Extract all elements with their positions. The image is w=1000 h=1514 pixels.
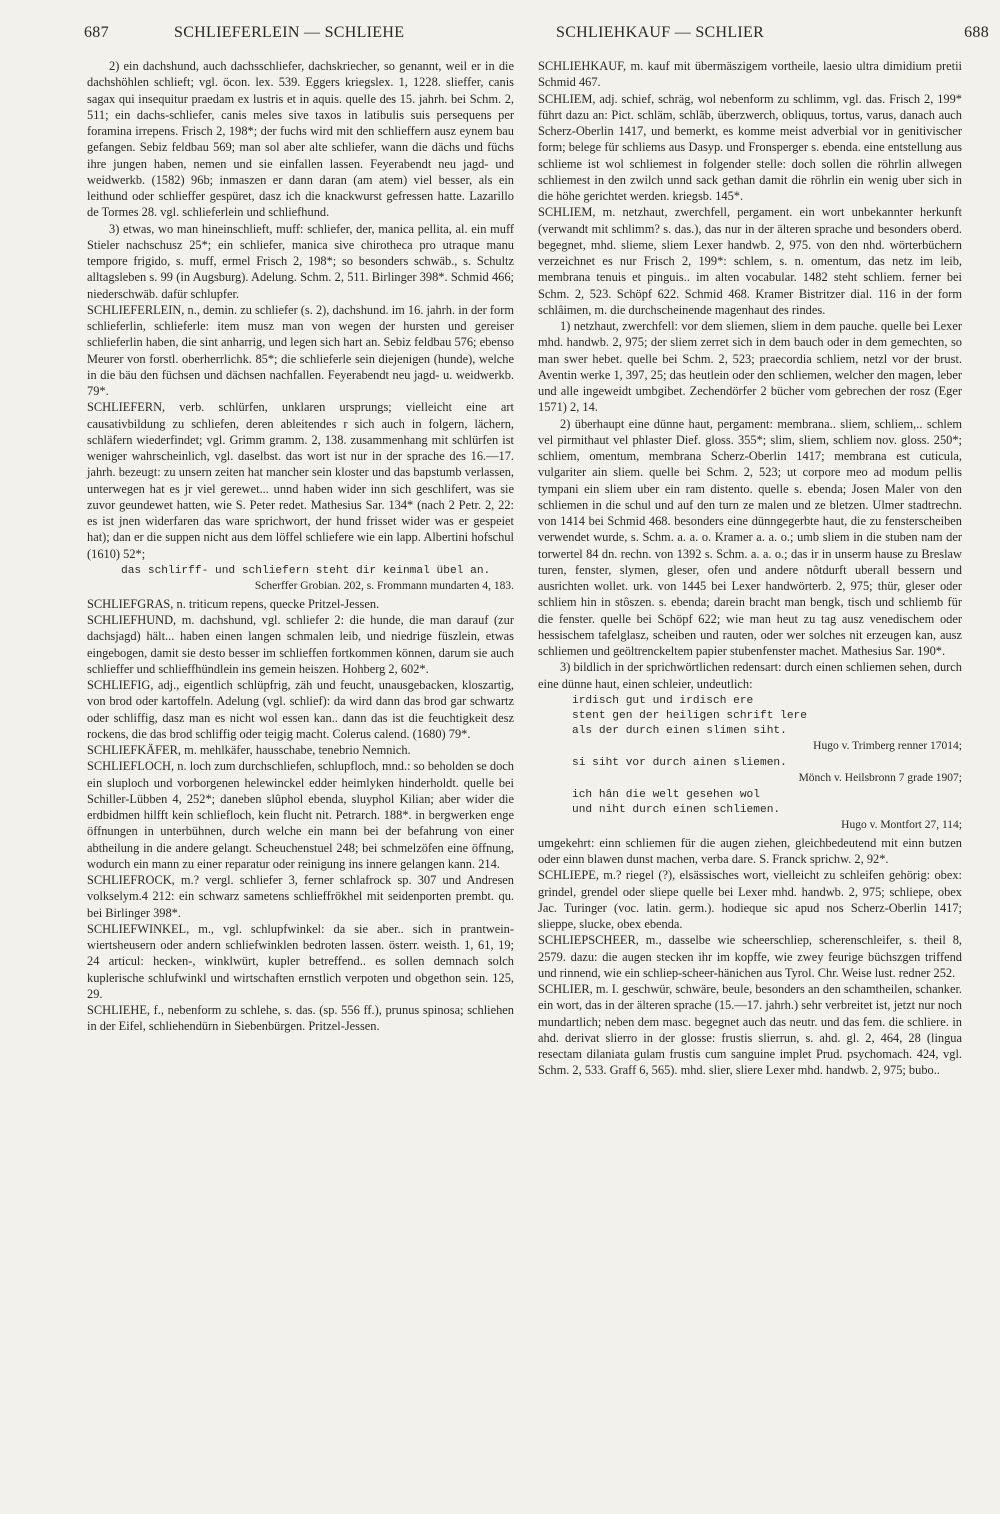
entry-paragraph: 3) etwas, wo man hineinschlieft, muff: schliefer, der, manica pellita, al. ein muff Stieler nachschusz 25*; ein schliefer, manica sive chirotheca pro utraque manu tempore frigido, s. muff, ermel Frisch 2, 198*; so besonders schwäb., s. Schultz alltagsleben s. 99 (in Augsburg). Adelung. Schm. 2, 511. Birlinger 398*. Schmid 466; niederschwäb. dafür schlupfer. — [87, 221, 514, 301]
running-title-right: SCHLIEHKAUF — SCHLIER — [556, 24, 765, 41]
dictionary-entry: SCHLIEFROCK, m.? vergl. schliefer 3, ferner schlafrock sp. 307 und Andresen volkselym.4 212: ein schwarz sametens schlieffrökhel mit seidenporten prembt. qu. bei Birlinger 398*. — [87, 873, 514, 920]
dictionary-entry: SCHLIEFERLEIN, n., demin. zu schliefer (s. 2), dachshund. im 16. jahrh. in der form schlieferlin, schlieferle: item musz man von wegen der hursten und gereiser schlieferlin haben, die sint anharrig, und legen sich hart an. Sebiz feldbau 576; ebenso Meurer von forstl. oberherrlichk. 85*; die schlieferle sein diejenigen (hunde), welche in die bäu den füchsen und dächsen nachfallen. Feyerabendt neu jagd- u. weidwerkb. 79*. — [87, 302, 514, 398]
verse-line: das schlirff- und schliefern steht dir keinmal übel an. — [121, 564, 491, 577]
entry-paragraph: 3) bildlich in der sprichwörtlichen redensart: durch einen schliemen sehen, durch eine dünne haut, einen schleier, undeutlich: — [538, 660, 962, 691]
verse-line: stent gen der heiligen schrift lere — [572, 709, 807, 722]
verse-line: ich hân die welt gesehen wol — [572, 788, 760, 801]
page-header — [84, 20, 989, 50]
verse-citation: Hugo v. Trimberg renner 17014; — [813, 739, 962, 752]
entry-paragraph: 2) ein dachshund, auch dachsschliefer, dachskriecher, so genannt, weil er in die dachshöhlen schlieft; vgl. öcon. lex. 539. Eggers kriegslex. 1, 1228. slieffer, canis sagax qui insequitur praedam ex lustris et in aquis. quelle des 15. jahrh. bei Schm. 2, 511; ein dachs-schliefer, canis meles sive taxos in latibulis suis persequens per foramina irrepens. Frisch 2, 198*; der fuchs wird mit den schlieffern ausz eynem bau gefangen. Sebiz feldbau 569; man sol aber alte schliefer, wann die dächs und füchs ihre jungen haben, nemen und sie einfallen lassen. Feyerabendt neu jagd- und weidwerkb. (1582) 96b; inmaszen er dann daran (am atem) viel besser, als ein leithund oder schlieffer gespüret, dasz ich die knackwurst gefressen hatte. Lazarillo de Tormes 28. vgl. schlieferlein und schliefhund. — [87, 59, 514, 220]
verse-line: und niht durch einen schliemen. — [572, 803, 781, 816]
dictionary-entry: SCHLIEFERN, verb. schlürfen, unklaren ursprungs; vielleicht eine art causativbildung zu schliefen, deren ableitendes r sich auch in folgern, lächern, schläfern wiederfindet; vgl. Grimm gramm. 2, 138. zusammenhang mit schlürfen ist weniger wahrscheinlich, vgl. daselbst. das wort ist nur in der sprache des 16.—17. jahrh. bezeugt: zu unsern zeiten hat mancher sein kloster und das bapstumb verlassen, unterwegen hat es jr viel gerewet... unnd haben wider inn sich geschlifert, was sie zuvor geundewet hatten, wie S. Peter redet. Mathesius Sar. 134* (nach 2 Petr. 2, 22: es ist jnen widerfaren das ware sprichwort, der hund frisset wider was er gespeiet hat); dan er die suppen nicht aus dem löffel schliefere wie ein lapp. Albertini hofschul (1610) 52*; — [87, 400, 514, 561]
dictionary-entry: SCHLIEFIG, adj., eigentlich schlüpfrig, zäh und feucht, unausgebacken, kloszartig, von brod oder kartoffeln. Adelung (vgl. schlief): da wird dann das brod gar schwartz oder schliffig, dasz man es nicht wol essen kan.. dann das ist die feuchtigkeit desz rockens, die das brod schliffig oder teigig macht. Colerus calend. (1680) 79*. — [87, 678, 514, 741]
running-title-left: SCHLIEFERLEIN — SCHLIEHE — [174, 24, 405, 41]
entry-paragraph: umgekehrt: einn schliemen für die augen ziehen, gleichbedeutend mit einn butzen oder einn blawen dunst machen, verba dare. S. Franck sprichw. 2, 92*. — [538, 835, 962, 866]
dictionary-entry: SCHLIEPE, m.? riegel (?), elsässisches wort, vielleicht zu schleifen gehörig: obex: grindel, grendel oder sliepe quelle bei Lexer mhd. handwb. 2, 975; schliepe, obex Jac. Turinger (voc. latin. germ.). hodieque sic apud nos Scherz-Oberlin 1417; slieppe, slucke, obex ebenda. — [538, 868, 962, 931]
left-column — [87, 58, 514, 1035]
dictionary-entry: SCHLIEHE, f., nebenform zu schlehe, s. das. (sp. 556 ff.), prunus spinosa; schliehen in der Eifel, schliehendürn in Siebenbürgen. Pritzel-Jessen. — [87, 1003, 514, 1034]
verse-quote — [121, 564, 514, 594]
verse-citation: Mönch v. Heilsbronn 7 grade 1907; — [798, 771, 962, 784]
verse-quote — [572, 788, 962, 833]
page-number-right: 688 — [964, 24, 989, 41]
dictionary-entry: SCHLIEFLOCH, n. loch zum durchschliefen, schlupfloch, mnd.: so beholden se doch ein sluploch und vorborgenen helewinckel edder heimlyken hinderholdt. quelle bei Schiller-Lübben 4, 252*; daneben slûphol ebenda, sluyphol Kilian; aber wider die erdbidmen hilfft kein schliefloch, kein flucht nit. Petrarch. 188*. in bergwerken enge öffnungen in unterbühnen, durch welche ein mann bei der befahrung von einer abtheilung in die andere gelangt. Scheuchenstuel 248; bei schmelzöfen eine öffnung, wodurch ein mann zu einer reparatur oder reinigung ins innere gelangen kann. 214. — [87, 759, 514, 871]
dictionary-entry: SCHLIEFGRAS, n. triticum repens, quecke Pritzel-Jessen. — [87, 596, 380, 611]
page-number-left: 687 — [84, 24, 109, 41]
entry-paragraph: 2) überhaupt eine dünne haut, pergament: membrana.. sliem, schliem,.. schlem vel pirmithaut vel phlaster Dief. gloss. 355*; slim, sliem, schliem nov. gloss. 250*; schliem, omentum, membrana Scherz-Oberlin 1417; membrana est cuticula, vulgariter ain sliem. quelle bei Schm. 2, 523; ut corpore meo ad modum pellis tympani ein sliem uber ein ram distento. quelle s. ebenda; Josen Maler von den schliemen in die schul und auf den turn ze malen und ze bletzen. Ulmer stadtrechn. von 1414 bei Schmid 468. besonders eine dünngegerbte haut, die zu fensterscheiben verwendet wurde, s. Schm. a. a. o. Kramer a. a. o.; umb sliem in die stuben nam der torwertel 84 dn. rechn. von 1392 s. Schm. a. a. o.; das ir in unserm hause zu Breslaw turen, fenster, slymen, gleser, ofen und andere nôtdurft uberall bessern und ausrichten wollet. urk. von 1445 bei Lexer handwörterb. 2, 975; thür, gleser oder schliem hin in stôszen. s. ebenda; darein bracht man bengk, tisch und schliemb für die fenster. quelle bei Schöpf 622; wie man heut zu tag ausz venedischem oder hessischem tafelglasz, scheiben und rauten, oder wer solches nit erzeugen kan, ausz schliemen und geöltrenckeltem papier stubenfenster machet. Mathesius Sar. 190*. — [538, 416, 962, 658]
dictionary-entry: SCHLIEM, adj. schief, schräg, wol nebenform zu schlimm, vgl. das. Frisch 2, 199* führt dazu an: Pict. schläm, schlãb, überzwerch, obliquus, tortus, varus, danach auch Scherz-Oberlin 1417, und bemerkt, es komme meist adverbial vor in genitivischer form; belege für schliems aus Dasyp. und Fronsperger s. ebenda. eine entstellung aus schlieme ist wol schliemest in folgender stelle: doch sollen die röhrlin allwegen schliemest in den zwilch unnd sack gethan damit die röhrlin ein wenig uber sich in die höhe gerichtet werden. kriegsb. 145*. — [538, 91, 962, 203]
entry-paragraph: 1) netzhaut, zwerchfell: vor dem sliemen, sliem in dem pauche. quelle bei Lexer mhd. handwb. 2, 975; der sliem zerret sich in dem bauch oder in dem gemechten, so man swer hebet. quelle bei Schm. 2, 523; praecordia schliem, netzl vor der brust. Aventin werke 1, 397, 25; das heutlein oder den schliemen, welcher den magen, leber und alle ingeweidt umbgibet. Zechendörfer 2 bücher vom gebrechen der rosz (Eger 1571) 2, 14. — [538, 319, 963, 415]
verse-citation: Scherffer Grobian. 202, s. Frommann mundarten 4, 183. — [254, 579, 514, 592]
dictionary-entry: SCHLIEFHUND, m. dachshund, vgl. schliefer 2: die hunde, die man darauf (zur dachsjagd) hält... haben einen langen schmalen leib, und niedrige füszlein, etwas eingebogen, damit sie desto besser im schlieffen fortkommen können, darum sie auch schlieffer und schlieffhündlein ins gemein heiszen. Hohberg 2, 602*. — [87, 613, 514, 676]
dictionary-entry: SCHLIEPSCHEER, m., dasselbe wie scheerschliep, scherenschleifer, s. theil 8, 2579. dazu: die augen stecken ihr im kopffe, wie zwey feurige büchszgen triffend und rinnend, wie ein schliep-scheer-hänichen aus Tyrol. Chr. Weise lust. redner 252. — [538, 933, 962, 980]
dictionary-entry: SCHLIEM, m. netzhaut, zwerchfell, pergament. ein wort unbekannter herkunft (verwandt mit schlimm? s. das.), das nur in der älteren sprache und besonders oberd. begegnet, mhd. slieme, sliem Lexer handwb. 2, 975. von den nhd. wörterbüchern verzeichnet es nur Frisch 2, 199*: schlem, s. n. omentum, das netz im leib, membrana tenuis et pinguis.. im alten vocabular. 1482 steht schliem. ferner bei Schm. 2, 523. Schöpf 622. Schmid 468. Kramer Bistritzer dial. 116 in der form schlâimen, m. die durchscheinende magenhaut des rindes. — [538, 205, 962, 317]
dictionary-entry: SCHLIEFWINKEL, m., vgl. schlupfwinkel: da sie aber.. sich in prantwein-wiertsheusern oder andern schliefwinklen bedroten lassen. österr. weisth. 1, 61, 19; 24 articul: hecken-, winklwürt, kupler betreffend.. es sollen demnach solch kuplerische schlufwinkl und wirtschaften ernstlich verpoten und obgethon sein. 125, 29. — [87, 921, 514, 1001]
verse-line: si siht vor durch ainen sliemen. — [572, 756, 787, 769]
right-column — [538, 58, 962, 1079]
dictionary-entry: SCHLIEFKÄFER, m. mehlkäfer, hausschabe, tenebrio Nemnich. — [87, 743, 411, 757]
verse-line: irdisch gut und irdisch ere — [572, 694, 754, 707]
dictionary-entry: SCHLIER, m. I. geschwür, schwäre, beule, besonders an den schamtheilen, schanker. ein wort, das in der älteren sprache (15.—17. jahrh.) sehr verbreitet ist, jetzt nur noch mundartlich; neben dem masc. begegnet auch das neutr. und das fem. die schliere. in ahd. derivat slierro in der glosse: frustis slierrun, s. ahd. gl. 2, 464, 28 (lingua resectam dilaniata gulam frustis cum sanguine implet Prud. psychomach. 424, vgl. Schm. 2, 533. Graff 6, 565). mhd. slier, sliere Lexer mhd. handwb. 2, 975; bubo.. — [538, 982, 962, 1078]
dictionary-entry: SCHLIEHKAUF, m. kauf mit übermäszigem vortheile, laesio ultra dimidium pretii Schmid 467. — [538, 59, 962, 90]
verse-quote — [572, 694, 962, 754]
verse-citation: Hugo v. Montfort 27, 114; — [841, 818, 962, 831]
verse-line: als der durch einen slimen siht. — [572, 724, 787, 737]
verse-quote — [572, 756, 962, 786]
